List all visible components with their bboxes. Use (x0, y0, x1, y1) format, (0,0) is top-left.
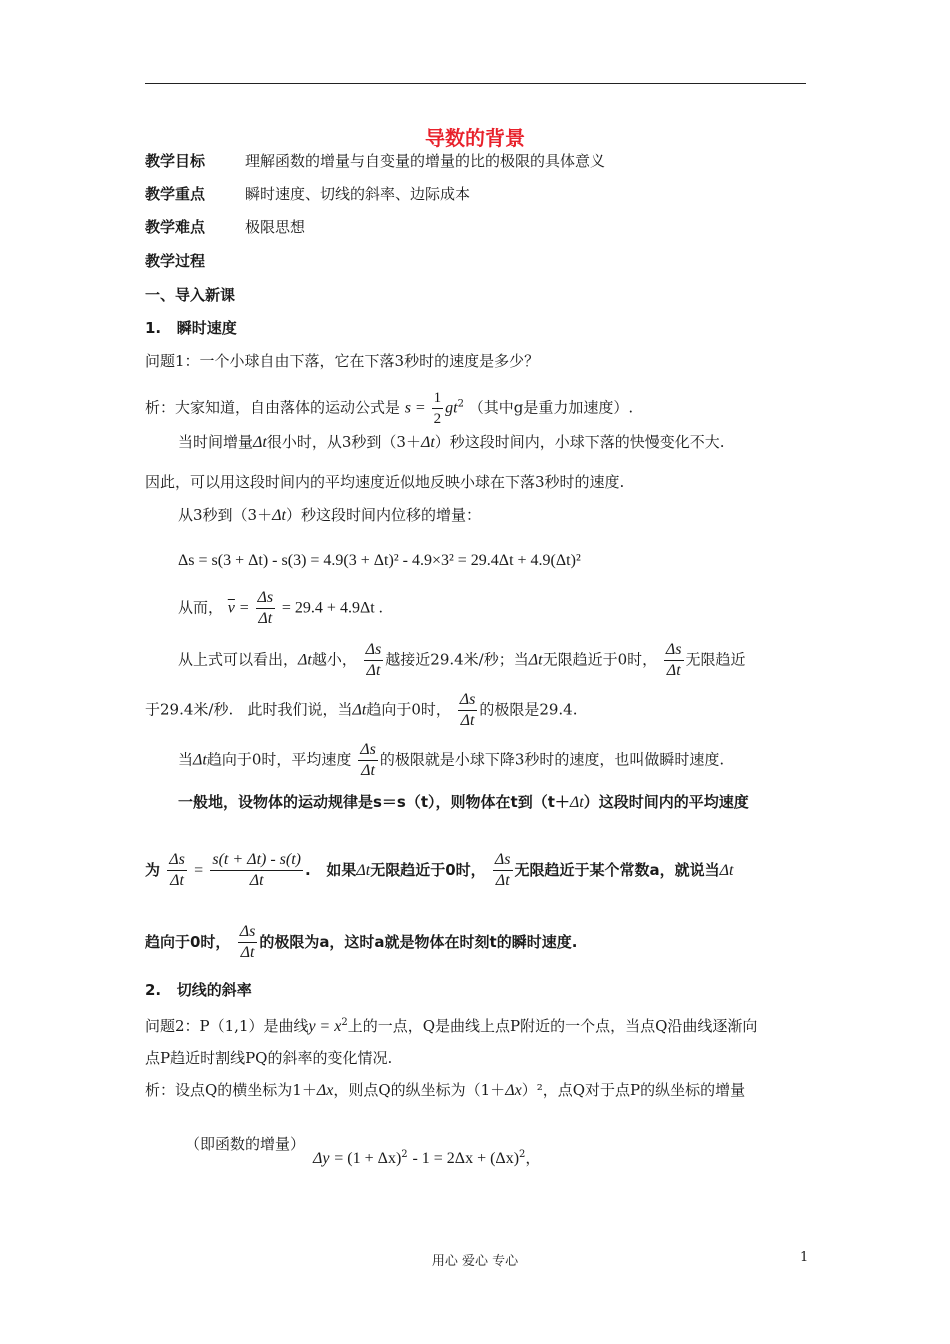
subsection-heading: 1. 瞬时速度 (145, 319, 237, 337)
definition: 为 $\frac{\Delta s}{\Delta t}$ = $\frac{s(t + \Delta t) - s(t)}{\Delta t}$ . 如果Δt无限趋近于0时， $\frac{\Delta s}{\Delta t}$ 无限趋近于某个常数a，就说当Δt (145, 851, 734, 889)
meta-goal: 教学目标 理解函数的增量与自变量的增量的比的极限的具体意义 (145, 152, 606, 170)
paragraph: 当Δt趋向于0时，平均速度 $\frac{\Delta s}{\Delta t}$ 的极限就是小球下降3秒时的速度，也叫做瞬时速度. (178, 741, 725, 779)
formula-displacement: Δs = s(3 + Δt) - s(3) = 4.9(3 + Δt)² - 4.9×3² = 29.4Δt + 4.9(Δt)² (178, 552, 581, 569)
subsection-heading: 2. 切线的斜率 (145, 981, 252, 999)
question-2: 问题2：P（1,1）是曲线$y = x^2$上的一点，Q是曲线上点P附近的一个点，当点Q沿曲线逐渐向 (145, 1017, 758, 1035)
formula-increment: $\Delta y = (1 + \Delta x)^2 - 1 = 2\Delta x + (\Delta x)^2$， (313, 1149, 541, 1167)
definition: 趋向于0时， $\frac{\Delta s}{\Delta t}$ 的极限为a，这时a就是物体在时刻t的瞬时速度. (145, 923, 578, 961)
page-title: 导数的背景 (425, 126, 525, 150)
paragraph: 析：大家知道，自由落体的运动公式是 s = $\frac{1}{2}$ $gt^2$ （其中g是重力加速度）. (145, 390, 634, 427)
paragraph: （即函数的增量） (185, 1135, 306, 1153)
paragraph: 从而， $\overline{v}$ = $\frac{\Delta s}{\Delta t}$ = 29.4 + 4.9Δt . (178, 589, 383, 627)
paragraph: 当时间增量Δt很小时，从3秒到（3＋Δt）秒这段时间内，小球下落的快慢变化不大. (178, 433, 725, 451)
paragraph: 点P趋近时割线PQ的斜率的变化情况. (145, 1049, 393, 1067)
page-number: 1 (800, 1250, 809, 1265)
paragraph: 从3秒到（3＋Δt）秒这段时间内位移的增量： (178, 506, 481, 524)
question-1: 问题1：一个小球自由下落，它在下落3秒时的速度是多少？ (145, 352, 540, 370)
paragraph: 析：设点Q的横坐标为1＋Δx，则点Q的纵坐标为（1＋Δx）²，点Q对于点P的纵坐标的增量 (145, 1081, 746, 1099)
section-heading: 一、导入新课 (145, 286, 236, 304)
header-rule (145, 83, 806, 84)
paragraph: 于29.4米/秒. 此时我们说，当Δt趋向于0时， $\frac{\Delta s}{\Delta t}$ 的极限是29.4. (145, 691, 578, 729)
meta-focus: 教学重点 瞬时速度、切线的斜率、边际成本 (145, 185, 471, 203)
paragraph: 因此，可以用这段时间内的平均速度近似地反映小球在下落3秒时的速度. (145, 473, 625, 491)
page-footer: 用心 爱心 专心 (431, 1254, 519, 1269)
meta-difficulty: 教学难点 极限思想 (145, 218, 306, 236)
paragraph: 从上式可以看出，Δt越小， $\frac{\Delta s}{\Delta t}$ 越接近29.4米/秒；当Δt无限趋近于0时， $\frac{\Delta s}{\Delta t}$ 无限趋近 (178, 641, 746, 679)
process-heading: 教学过程 (145, 252, 206, 270)
definition: 一般地，设物体的运动规律是s＝s（t），则物体在t到（t＋Δt）这段时间内的平均速度 (178, 793, 749, 811)
